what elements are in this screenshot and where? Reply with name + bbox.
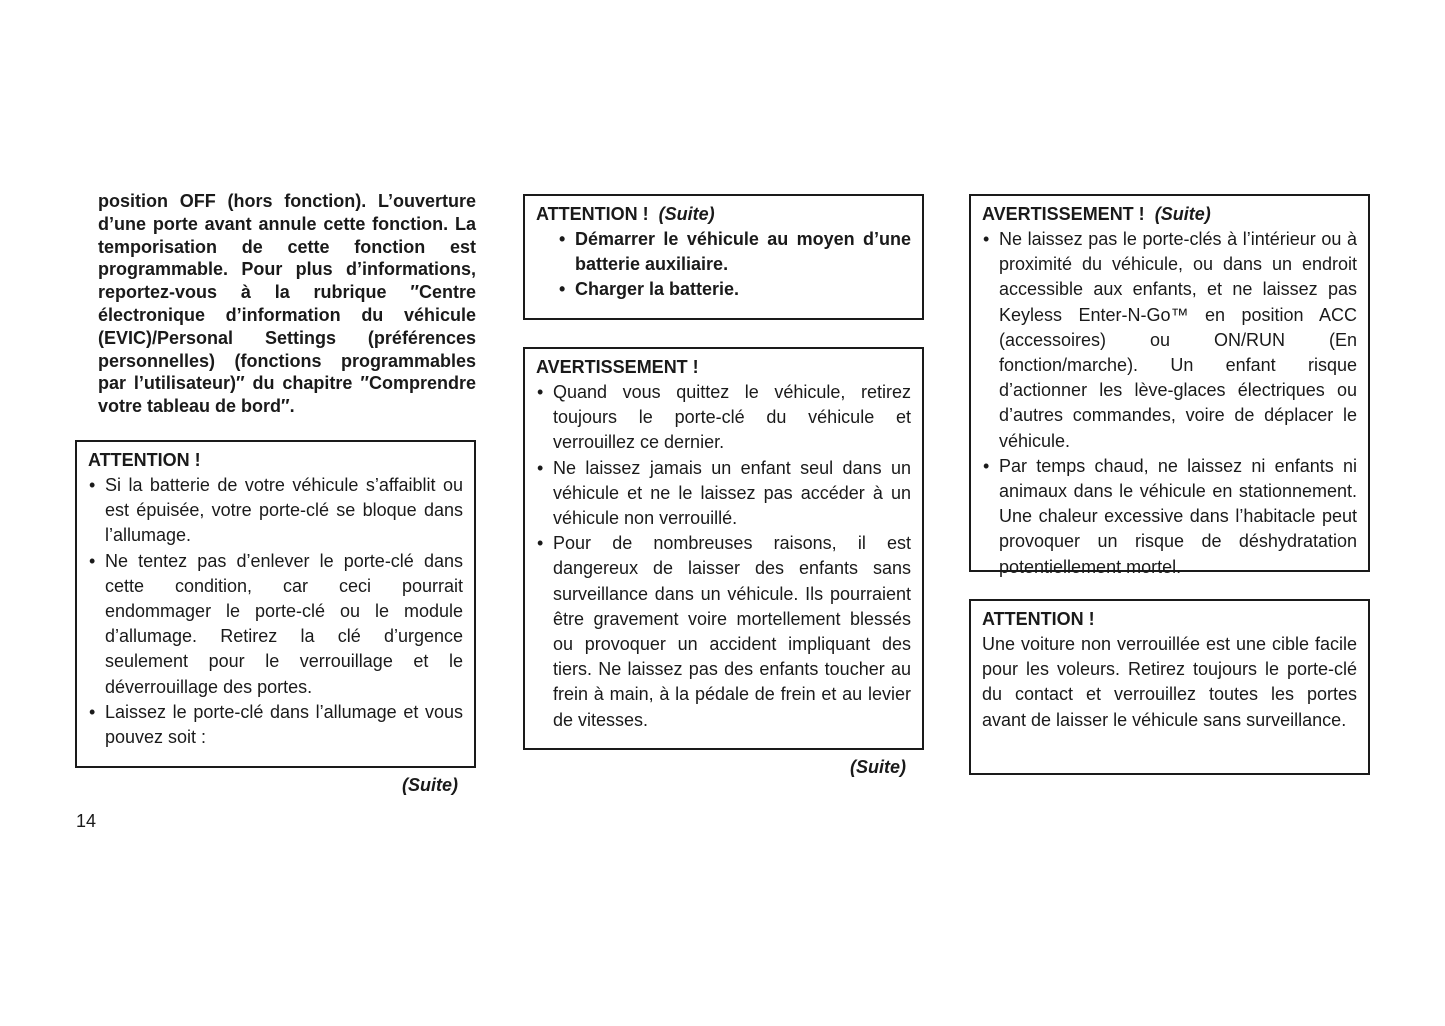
caution-title xyxy=(88,448,463,473)
bullet-icon: • xyxy=(983,455,990,476)
list-item-text: Si la batterie de votre véhicule s’affaiblit ou est épuisée, votre porte-clé se bloque dans l’allumage. xyxy=(105,475,463,546)
bullet-icon: • xyxy=(537,382,544,402)
bullet-icon: • xyxy=(537,457,544,478)
list-item xyxy=(88,549,463,700)
list-item-text: Ne tentez pas d’enlever le porte-clé dans cette condition, car ceci pourrait endommager le porte-clé ou le module d’allumage. Retirez la clé d’urgence seulement pour le verrouillage et le déverrouillage des portes. xyxy=(105,550,463,697)
continued-label: (Suite) xyxy=(850,757,906,777)
page-number: 14 xyxy=(76,811,97,831)
list-item xyxy=(88,473,463,549)
bullet-icon: • xyxy=(89,701,96,722)
list-item xyxy=(982,454,1357,580)
caution-box-theft xyxy=(969,599,1370,775)
continued-title-label: (Suite) xyxy=(1154,204,1211,224)
list-item xyxy=(558,227,911,277)
caution-body: Une voiture non verrouillée est une cible facile pour les voleurs. Retirez toujours le porte-clé du contact et verrouillez toutes les portes avant de laisser le véhicule sans surveillance. xyxy=(982,634,1357,730)
bullet-icon: • xyxy=(537,533,544,554)
list-item-text: Démarrer le véhicule au moyen d’une batterie auxiliaire. xyxy=(575,229,911,275)
list-item xyxy=(536,456,911,532)
warning-list xyxy=(536,380,911,733)
warning-title-text: AVERTISSEMENT ! xyxy=(982,204,1145,224)
intro-paragraph: position OFF (hors fonction). L’ouverture d’une porte avant annule cette fonction. La temporisation de cette fonction est programmable. Pour plus d’informations, reportez-vous à la rubrique ″Centre électronique d’information du véhicule (EVIC)/Personal Settings (préférences personnelles) (fonctions programmables par l’utilisateur)″ du chapitre ″Comprendre votre tableau de bord″. xyxy=(98,191,476,417)
warning-title xyxy=(982,202,1357,227)
caution-title xyxy=(982,607,1357,632)
warning-title-text: AVERTISSEMENT ! xyxy=(536,357,699,377)
list-item-text: Charger la batterie. xyxy=(575,279,740,300)
caution-title xyxy=(536,202,911,227)
caution-list xyxy=(88,473,463,750)
caution-title-text: ATTENTION ! xyxy=(536,204,649,224)
list-item xyxy=(536,531,911,733)
bullet-icon: • xyxy=(89,550,96,571)
warning-title xyxy=(536,355,911,380)
continued-title-label: (Suite) xyxy=(658,204,715,224)
list-item-text: Pour de nombreuses raisons, il est dangereux de laisser des enfants sans surveillance dans un véhicule. Ils pourraient être gravement voire mortellement blessés ou provoquer un accident impliquant des tiers. Ne laissez pas des enfants toucher au frein à main, à la pédale de frein et au levier de vitesses. xyxy=(553,533,911,730)
list-item xyxy=(982,227,1357,454)
warning-box-children xyxy=(523,347,924,750)
bullet-icon: • xyxy=(559,279,566,300)
bullet-icon: • xyxy=(89,475,96,495)
caution-title-text: ATTENTION ! xyxy=(982,609,1095,629)
list-item xyxy=(88,700,463,750)
list-item xyxy=(558,277,911,302)
bullet-icon: • xyxy=(983,229,990,249)
list-item-text: Par temps chaud, ne laissez ni enfants ni animaux dans le véhicule en stationnement. Une chaleur excessive dans l’habitacle peut provoquer un risque de déshydratation potentiellement mortel. xyxy=(999,455,1357,577)
list-item-text: Ne laissez pas le porte-clés à l’intérieur ou à proximité du véhicule, ou dans un endroit accessible aux enfants, et ne laissez pas Keyless Enter-N-Go™ en position ACC (accessoires) ou ON/RUN (En fonction/marche). Un enfant risque d’actionner les lève-glaces électriques ou d’autres commandes, voire de déplacer le véhicule. xyxy=(999,229,1357,451)
bullet-icon: • xyxy=(559,229,566,249)
list-item-text: Ne laissez jamais un enfant seul dans un véhicule et ne le laissez pas accéder à un véhicule non verrouillé. xyxy=(553,457,911,529)
caution-box-continued xyxy=(523,194,924,320)
warning-list xyxy=(982,227,1357,580)
list-item-text: Quand vous quittez le véhicule, retirez toujours le porte-clé du véhicule et verrouillez ce dernier. xyxy=(553,382,911,453)
caution-list xyxy=(558,227,911,303)
caution-title-text: ATTENTION ! xyxy=(88,450,201,470)
list-item-text: Laissez le porte-clé dans l’allumage et vous pouvez soit : xyxy=(105,701,463,748)
continued-label: (Suite) xyxy=(402,775,458,795)
list-item xyxy=(536,380,911,456)
warning-box-continued xyxy=(969,194,1370,577)
caution-box-battery xyxy=(75,440,476,768)
